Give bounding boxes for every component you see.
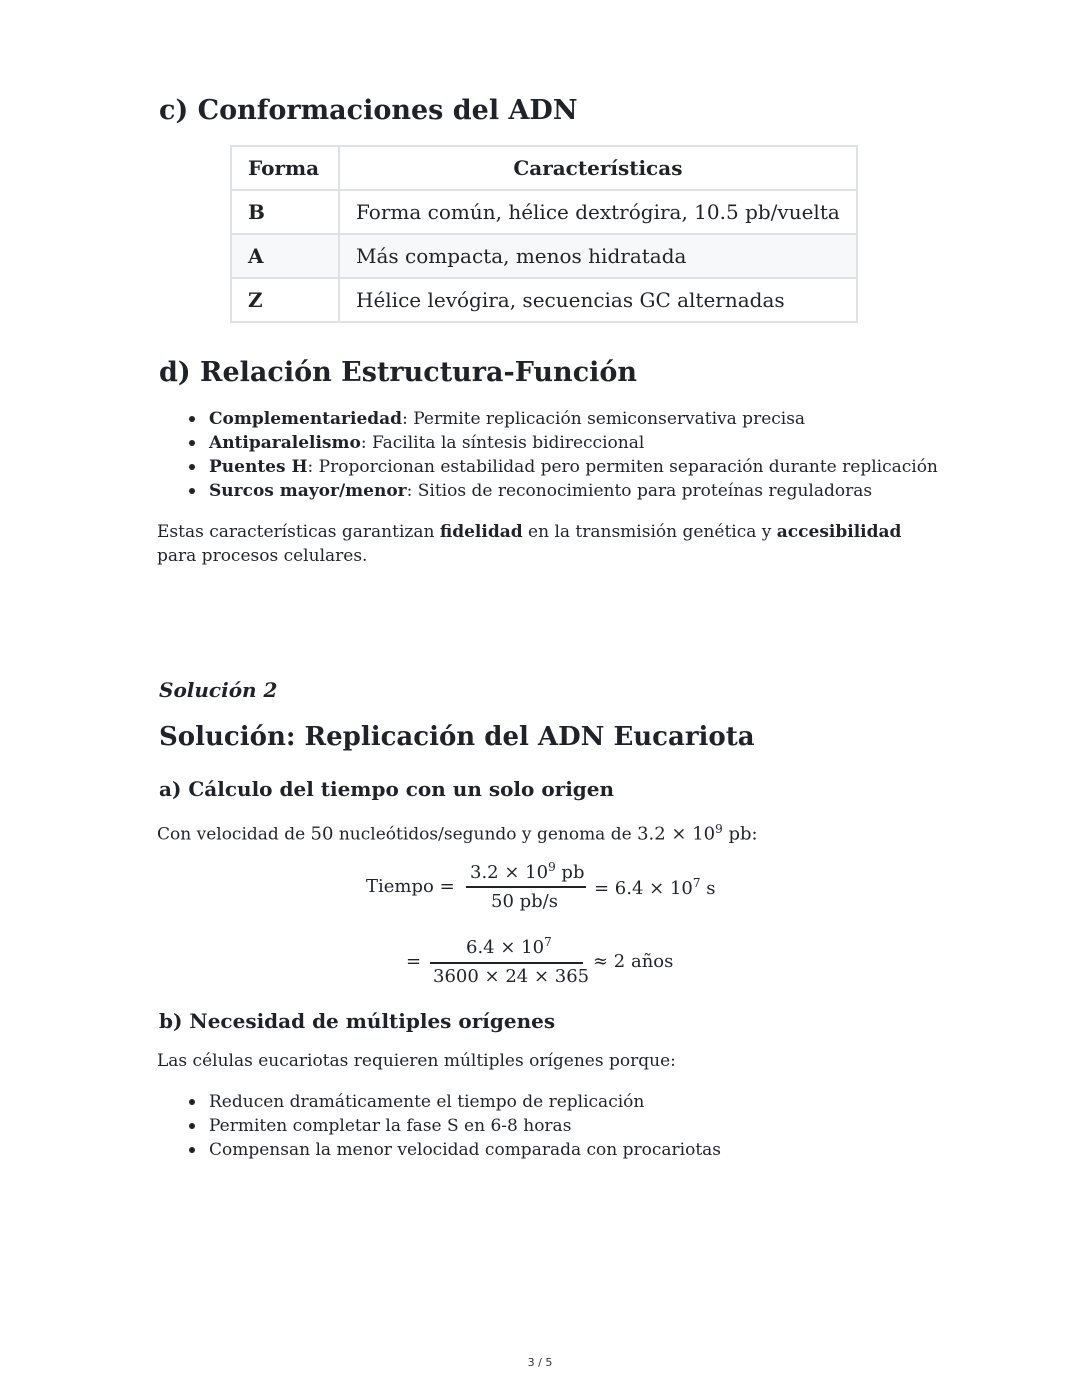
bullet-term: Puentes H [209, 457, 308, 477]
page-number: 3 / 5 [527, 1356, 553, 1369]
conformations-table [230, 145, 858, 323]
bullet-sep: : [402, 409, 408, 429]
list-item [209, 407, 938, 431]
table-cell-caracteristicas: Más compacta, menos hidratada [339, 234, 857, 278]
summary-bold: accesibilidad [776, 522, 902, 542]
summary-paragraph [157, 520, 917, 568]
table-row [231, 190, 857, 234]
table-cell-forma: Z [231, 278, 339, 322]
eq2-numerator: $6.4 \times 10^7$ [466, 935, 552, 958]
table-header-forma: Forma [231, 146, 339, 190]
list-item [209, 431, 938, 455]
table-cell-forma: A [231, 234, 339, 278]
part-b-intro: Las células eucariotas requieren múltiples orígenes porque: [157, 1051, 676, 1071]
bullet-sep: : [360, 433, 367, 453]
section-d-title: d) Relación Estructura-Función [159, 357, 638, 388]
bullet-term: Complementariedad [209, 409, 403, 429]
bullet-text: Proporcionan estabilidad pero permiten separación durante replicación [313, 457, 938, 477]
list-item [209, 455, 938, 479]
list-item: Compensan la menor velocidad comparada con procariotas [209, 1140, 722, 1160]
list-item: Reducen dramáticamente el tiempo de replicación [209, 1090, 721, 1114]
eq1-lhs: Tiempo = [366, 876, 455, 897]
intro-math-unit: pb: [722, 823, 758, 845]
part-a-title: a) Cálculo del tiempo con un solo origen [159, 777, 615, 801]
bullet-term: Surcos mayor/menor [209, 481, 407, 501]
table-row [231, 278, 857, 322]
eq2-rhs: ≈ 2 años [593, 951, 674, 972]
summary-line-2: para procesos celulares. [157, 546, 368, 566]
intro-math-rate: 50 [310, 823, 334, 845]
eq2-denominator: 3600 × 24 × 365 [433, 966, 590, 987]
intro-text: nucleótidos/segundo y genoma de [333, 824, 638, 845]
solution-title: Solución: Replicación del ADN Eucariota [159, 722, 755, 752]
structure-function-list [209, 407, 938, 503]
eq1-rhs: = $6.4 \times 10^7$ s [594, 876, 716, 899]
part-b-title: b) Necesidad de múltiples orígenes [159, 1009, 556, 1033]
summary-text: en la transmisión genética y [522, 522, 777, 542]
bullet-text: Facilita la síntesis bidireccional [366, 433, 645, 453]
bullet-sep: : [406, 481, 413, 501]
list-item [209, 479, 938, 503]
eq1-denominator: 50 pb/s [491, 891, 558, 912]
list-item: Permiten completar la fase S en 6-8 horas [209, 1114, 721, 1138]
table-cell-caracteristicas: Forma común, hélice dextrógira, 10.5 pb/vuelta [339, 190, 857, 234]
summary-text: Estas características garantizan [157, 522, 440, 542]
bullet-text: Sitios de reconocimiento para proteínas reguladoras [412, 481, 873, 501]
intro-math-genome: 3.2 × 10 [637, 823, 716, 845]
table-row [231, 234, 857, 278]
eq1-numerator: $3.2 \times 10^9$ pb [470, 860, 585, 883]
eq2-fraction-bar [430, 962, 583, 964]
solution-label: Solución 2 [159, 678, 278, 702]
summary-bold: fidelidad [439, 522, 523, 542]
section-c-title: c) Conformaciones del ADN [159, 95, 578, 126]
intro-math-exp: 9 [715, 822, 723, 836]
table-header-row [231, 146, 857, 190]
bullet-text: Permite replicación semiconservativa precisa [407, 409, 806, 429]
eq1-fraction-bar [466, 886, 586, 888]
table-header-caracteristicas: Características [339, 146, 857, 190]
eq2-lhs: = [406, 951, 422, 972]
bullet-term: Antiparalelismo [209, 433, 361, 453]
intro-text: Con velocidad de [157, 824, 311, 845]
table-cell-forma: B [231, 190, 339, 234]
table-cell-caracteristicas: Hélice levógira, secuencias GC alternadas [339, 278, 857, 322]
part-a-intro [157, 817, 758, 847]
bullet-sep: : [307, 457, 314, 477]
multiple-origins-list [209, 1090, 721, 1162]
